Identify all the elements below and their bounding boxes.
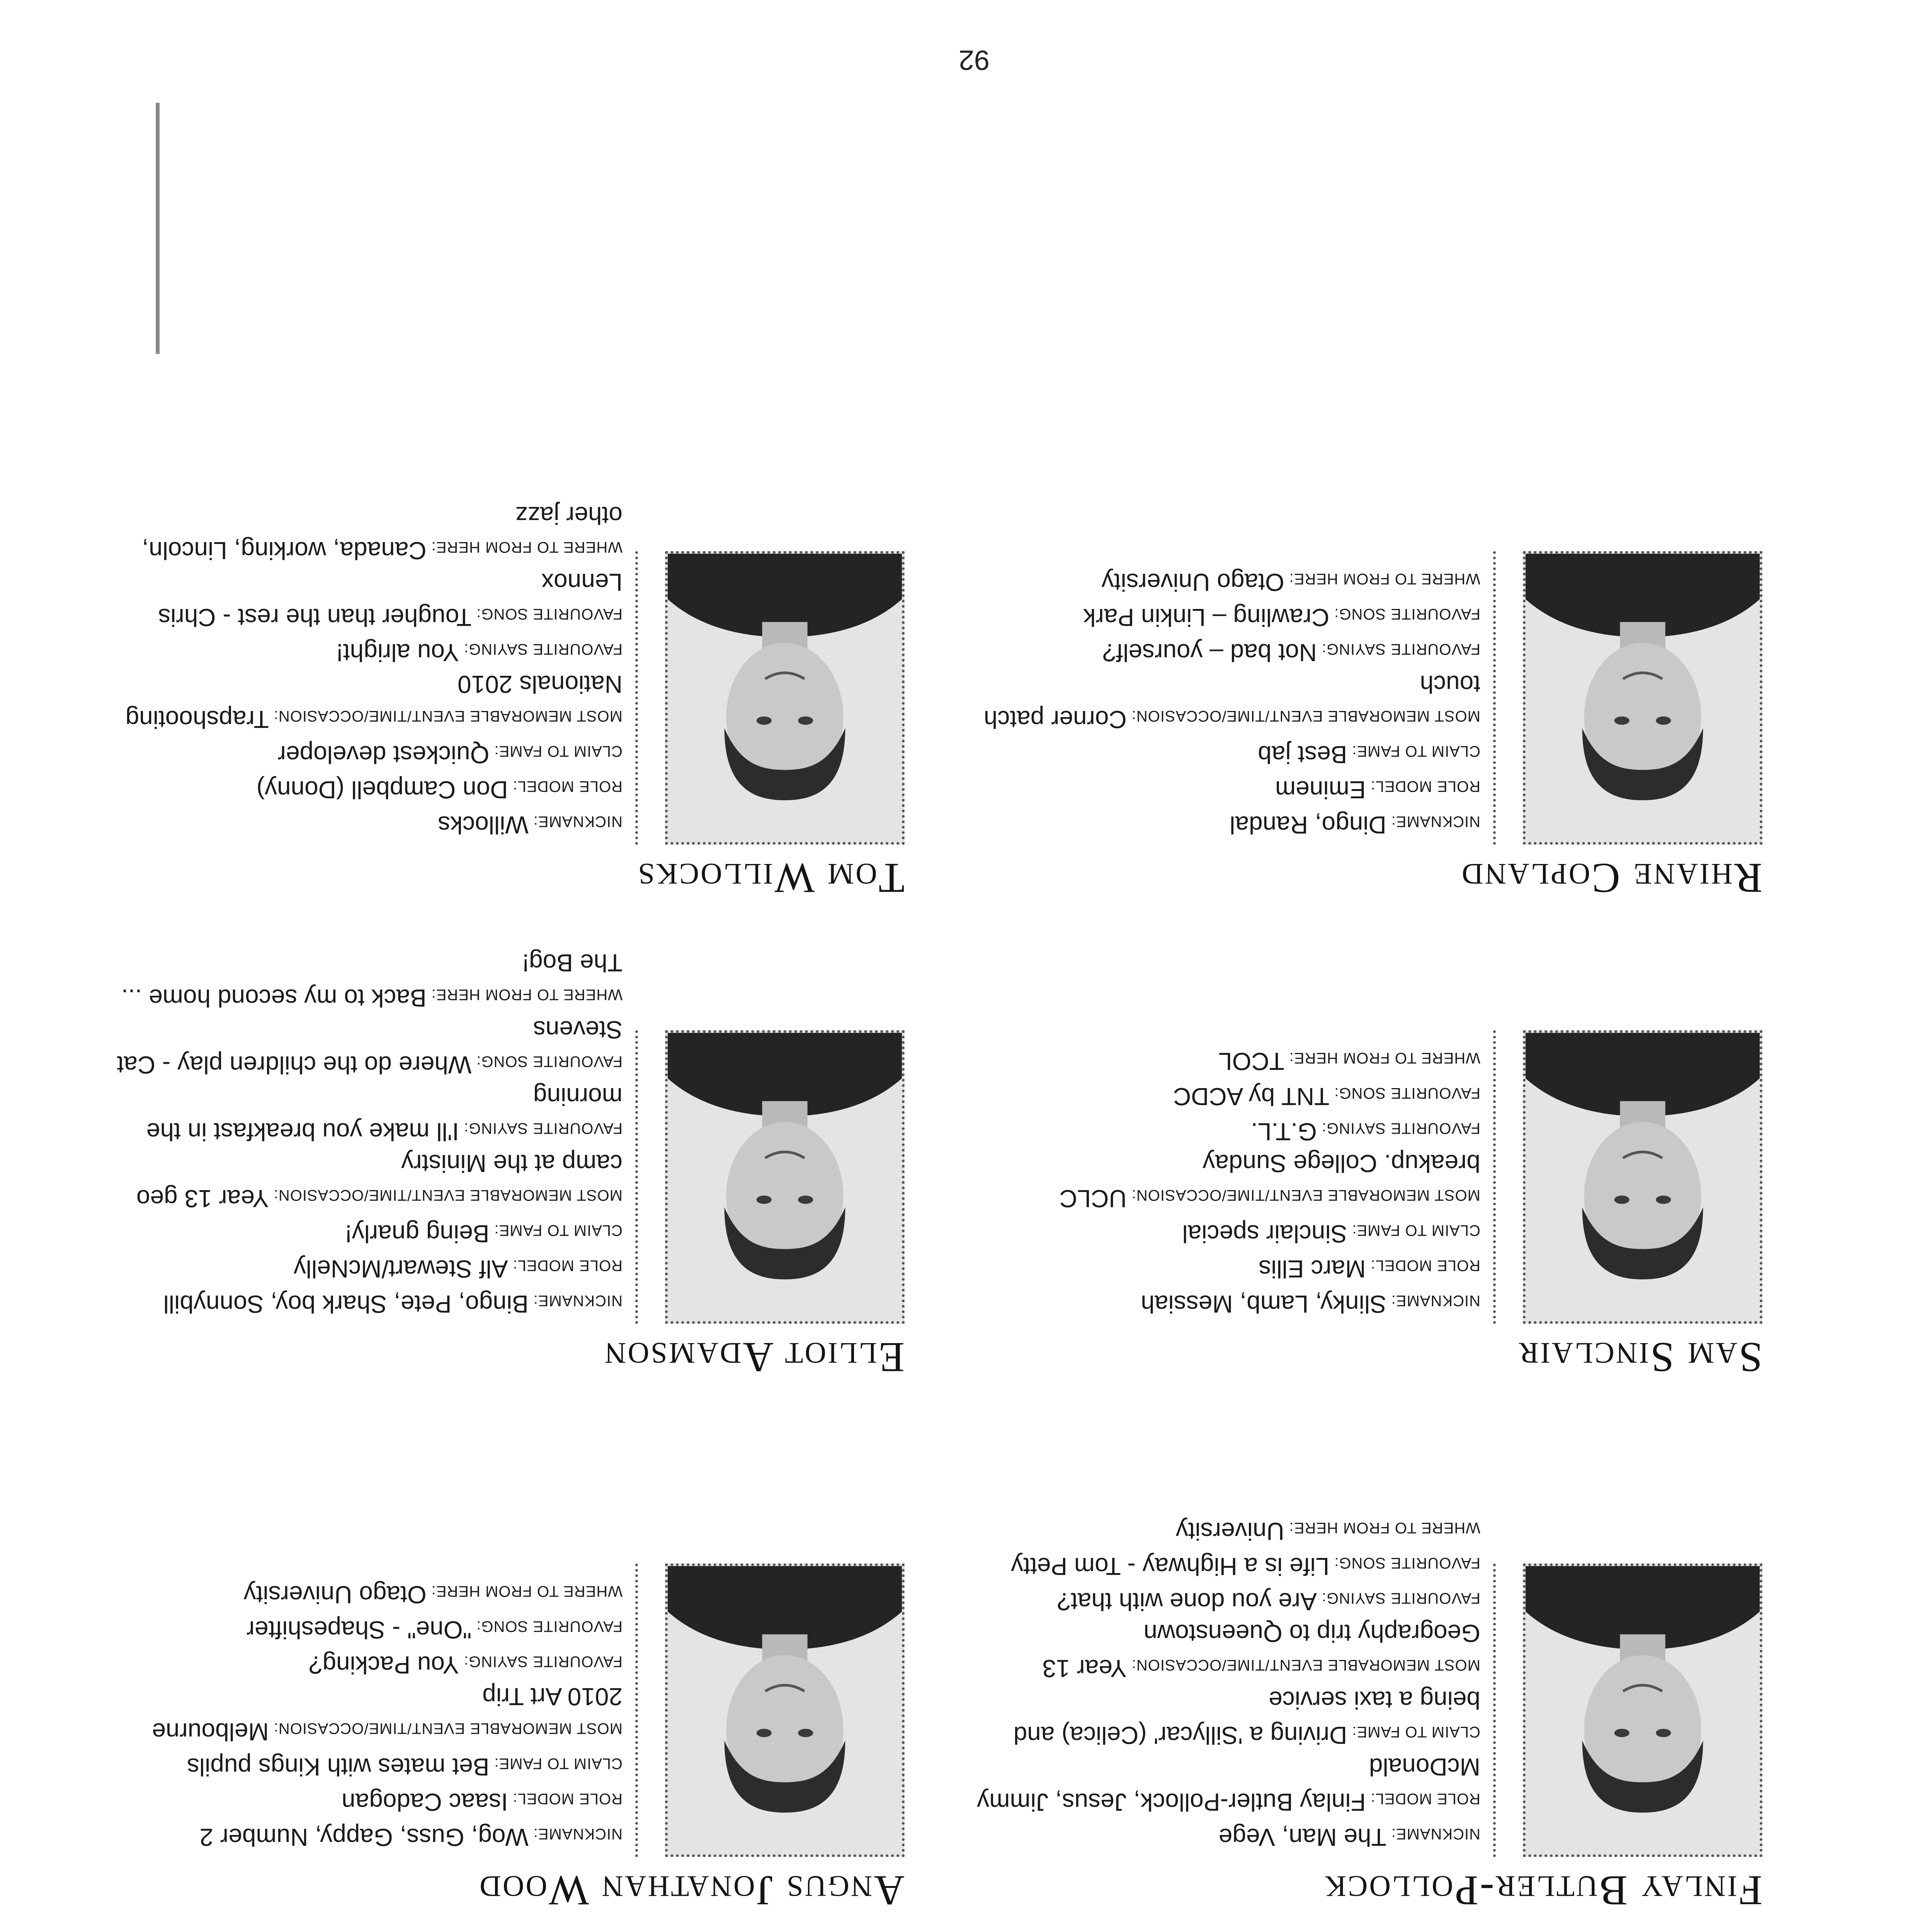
field-label: FAVOURITE SONG: — [1334, 1554, 1480, 1571]
field-row — [116, 1611, 623, 1646]
field-label: MOST MEMORABLE EVENT/TIME/OCCASION: — [1131, 1656, 1480, 1673]
field-row — [116, 735, 623, 770]
field-value: Don Campbell (Donny) — [256, 776, 508, 804]
field-row — [974, 735, 1480, 770]
field-label: CLAIM TO FAME: — [494, 1755, 623, 1772]
field-row — [974, 1547, 1480, 1582]
field-row — [974, 1582, 1480, 1617]
field-value: Isaac Cadogan — [342, 1788, 508, 1816]
field-value: Crawling – Linkin Park — [1083, 604, 1330, 631]
portrait-fields — [116, 1575, 623, 1853]
field-label: NICKNAME: — [1391, 813, 1480, 830]
portrait-photo — [1523, 551, 1762, 845]
field-value: Willocks — [438, 811, 529, 839]
field-row — [974, 633, 1480, 668]
field-label: CLAIM TO FAME: — [1352, 1222, 1480, 1239]
field-value: Quickest developer — [277, 741, 490, 769]
field-value: Finlay Butler-Pollock, Jesus, Jimmy McDonald — [977, 1753, 1480, 1816]
field-row — [116, 806, 623, 841]
field-row — [116, 1148, 623, 1214]
field-value: Tougher than the rest - Chris Lennox — [158, 568, 623, 631]
field-value: Trapshooting Nationals 2010 — [125, 670, 623, 733]
field-label: WHERE TO FROM HERE: — [431, 986, 623, 1003]
field-value: Bingo, Pete, Shark boy, Sonnybill — [163, 1290, 529, 1318]
field-row — [974, 1751, 1480, 1818]
field-row — [116, 1081, 623, 1148]
field-value: Canada, working, Lincoln, other jazz — [142, 502, 623, 565]
field-row — [116, 1748, 623, 1783]
field-label: ROLE MODEL: — [512, 1790, 623, 1807]
field-label: CLAIM TO FAME: — [1352, 743, 1480, 760]
field-row — [974, 1818, 1480, 1853]
field-row — [116, 1818, 623, 1853]
field-row — [116, 1014, 623, 1081]
field-value: TNT by ACDC — [1173, 1083, 1330, 1111]
field-value: Being gnarly! — [345, 1220, 490, 1248]
field-value: Sinclair special — [1182, 1220, 1347, 1248]
field-row — [116, 947, 623, 1014]
portrait-photo — [665, 1030, 905, 1324]
field-label: ROLE MODEL: — [512, 778, 623, 795]
field-row — [116, 1285, 623, 1320]
field-label: WHERE TO FROM HERE: — [1289, 570, 1480, 587]
field-row — [974, 1214, 1480, 1250]
portrait-fields — [974, 563, 1480, 841]
portrait-fields — [974, 1042, 1480, 1320]
field-value: University — [1175, 1517, 1284, 1545]
field-label: CLAIM TO FAME: — [494, 1222, 623, 1239]
field-label: NICKNAME: — [1391, 1825, 1480, 1842]
field-row — [116, 1646, 623, 1681]
field-value: Corner patch touch — [983, 670, 1480, 733]
field-value: "One" - Shapeshifter — [246, 1616, 472, 1644]
field-value: UCLC breakup. College Sunday — [1059, 1150, 1480, 1213]
field-label: MOST MEMORABLE EVENT/TIME/OCCASION: — [1131, 1187, 1480, 1204]
field-label: ROLE MODEL: — [1370, 778, 1480, 795]
dotted-divider — [1493, 1030, 1496, 1324]
field-row — [974, 668, 1480, 735]
portrait-rhiane-copland — [970, 439, 1762, 903]
portrait-photo — [1523, 1563, 1762, 1857]
field-value: Slinky, Lamb, Messiah — [1141, 1290, 1386, 1318]
field-value: Best jab — [1258, 741, 1347, 769]
portrait-photo — [1523, 1030, 1762, 1324]
field-row — [974, 1077, 1480, 1112]
field-value: Year 13 Geography trip to Queenstown — [1042, 1619, 1480, 1682]
field-label: WHERE TO FROM HERE: — [1289, 1049, 1480, 1066]
field-label: ROLE MODEL: — [1370, 1790, 1480, 1807]
field-row — [974, 770, 1480, 806]
field-label: FAVOURITE SONG: — [1334, 1085, 1480, 1102]
field-label: WHERE TO FROM HERE: — [1289, 1519, 1480, 1536]
field-value: Are you done with that? — [1057, 1588, 1317, 1616]
field-label: FAVOURITE SONG: — [476, 1618, 623, 1635]
field-value: Year 13 geo camp at the Ministry — [136, 1150, 623, 1213]
field-value: Melbourne 2010 Art Trip — [152, 1683, 623, 1746]
field-row — [974, 1148, 1480, 1214]
field-value: The Man, Vege — [1218, 1823, 1386, 1851]
field-value: Bet mates with Kings pupils — [187, 1753, 490, 1781]
field-label: ROLE MODEL: — [1370, 1257, 1480, 1274]
field-row — [116, 566, 623, 633]
field-label: FAVOURITE SONG: — [476, 1053, 623, 1070]
field-row — [974, 1250, 1480, 1285]
dotted-divider — [635, 551, 638, 845]
portrait-angus-jonathan-wood — [112, 1451, 905, 1915]
field-label: FAVOURITE SONG: — [476, 605, 623, 622]
field-value: I'll make you breakfast in the morning — [146, 1083, 623, 1146]
field-row — [116, 770, 623, 806]
field-label: FAVOURITE SAYING: — [1321, 1120, 1480, 1137]
portrait-name: Finlay Butler-Pollock — [1323, 1867, 1762, 1914]
field-row — [974, 598, 1480, 633]
portrait-name: Angus Jonathan Wood — [478, 1867, 905, 1914]
page-number: 92 — [958, 44, 990, 75]
field-label: FAVOURITE SAYING: — [463, 641, 623, 658]
field-value: Where do the children play - Cat Stevens — [117, 1016, 623, 1079]
field-row — [974, 563, 1480, 598]
field-value: You alright! — [336, 639, 459, 667]
field-value: Otago University — [243, 1581, 427, 1609]
field-label: FAVOURITE SAYING: — [1321, 641, 1480, 658]
field-value: Wog, Guss, Gappy, Number 2 — [199, 1823, 529, 1851]
field-row — [116, 1783, 623, 1818]
field-row — [116, 500, 623, 566]
portrait-name: Tom Willocks — [636, 855, 905, 902]
field-label: WHERE TO FROM HERE: — [431, 1583, 623, 1600]
field-label: FAVOURITE SAYING: — [463, 1120, 623, 1137]
binding-mark — [156, 103, 160, 354]
field-value: G.T.L. — [1251, 1118, 1317, 1146]
portrait-sam-sinclair — [970, 918, 1762, 1382]
field-label: ROLE MODEL: — [512, 1257, 623, 1274]
portrait-tom-willocks — [112, 439, 905, 903]
field-label: FAVOURITE SAYING: — [463, 1653, 623, 1670]
field-value: Alf Stewart/McNelly — [293, 1255, 508, 1283]
field-label: CLAIM TO FAME: — [494, 743, 623, 760]
field-label: NICKNAME: — [533, 1292, 623, 1309]
field-row — [974, 1512, 1480, 1547]
field-row — [116, 1214, 623, 1250]
field-value: You Packing? — [308, 1651, 459, 1679]
field-row — [974, 1112, 1480, 1148]
field-label: MOST MEMORABLE EVENT/TIME/OCCASION: — [273, 1720, 623, 1737]
field-row — [974, 1617, 1480, 1684]
field-label: FAVOURITE SAYING: — [1321, 1590, 1480, 1607]
field-value: Eminem — [1275, 776, 1366, 804]
field-label: CLAIM TO FAME: — [1352, 1723, 1480, 1740]
field-label: MOST MEMORABLE EVENT/TIME/OCCASION: — [273, 1187, 623, 1204]
field-row — [116, 633, 623, 668]
field-value: Dingo, Randal — [1230, 811, 1386, 839]
field-value: Otago University — [1101, 568, 1284, 596]
portrait-name: Rhiane Copland — [1460, 855, 1762, 902]
field-value: TCOL — [1218, 1048, 1284, 1075]
field-value: Life is a Highway - Tom Petty — [1011, 1553, 1330, 1580]
portrait-photo — [665, 551, 905, 845]
field-label: MOST MEMORABLE EVENT/TIME/OCCASION: — [273, 707, 623, 724]
field-row — [116, 1681, 623, 1748]
portrait-finlay-butler-pollock — [970, 1451, 1762, 1915]
field-label: NICKNAME: — [533, 1825, 623, 1842]
field-label: NICKNAME: — [533, 813, 623, 830]
portrait-fields — [116, 947, 623, 1320]
dotted-divider — [1493, 1563, 1496, 1857]
portrait-elliot-adamson — [112, 918, 905, 1382]
portrait-photo — [665, 1563, 905, 1857]
field-row — [974, 1285, 1480, 1320]
field-label: WHERE TO FROM HERE: — [431, 539, 623, 556]
field-label: NICKNAME: — [1391, 1292, 1480, 1309]
field-label: FAVOURITE SONG: — [1334, 605, 1480, 622]
field-value: Driving a 'Sillycar' (Celica) and being a taxi service — [1013, 1686, 1480, 1749]
portrait-fields — [116, 500, 623, 841]
field-row — [116, 1250, 623, 1285]
field-row — [974, 1684, 1480, 1751]
field-label: MOST MEMORABLE EVENT/TIME/OCCASION: — [1131, 707, 1480, 724]
dotted-divider — [635, 1030, 638, 1324]
dotted-divider — [635, 1563, 638, 1857]
field-value: Not bad – yourself? — [1102, 639, 1317, 667]
field-value: Marc Ellis — [1259, 1255, 1366, 1283]
dotted-divider — [1493, 551, 1496, 845]
field-row — [974, 1042, 1480, 1077]
portrait-name: Elliot Adamson — [603, 1334, 905, 1381]
field-row — [974, 806, 1480, 841]
portrait-fields — [974, 1512, 1480, 1853]
field-value: Back to my second home ... The Bog! — [121, 949, 623, 1012]
field-row — [116, 1575, 623, 1611]
portrait-name: Sam Sinclair — [1517, 1334, 1762, 1381]
field-row — [116, 668, 623, 735]
